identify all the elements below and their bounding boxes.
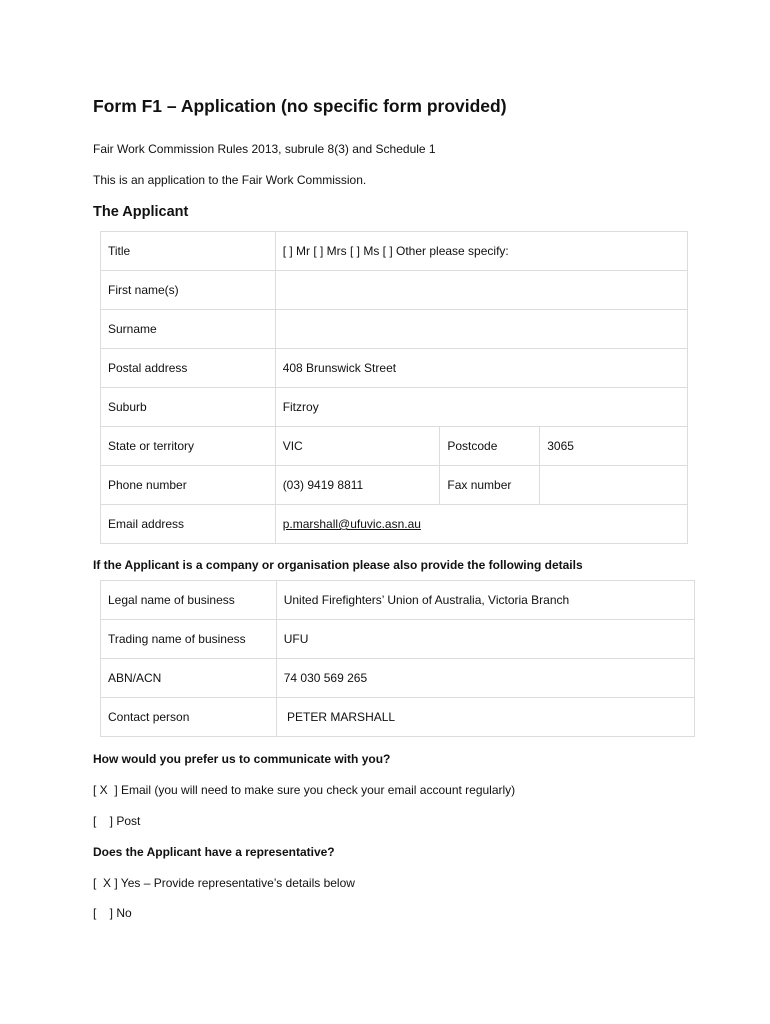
table-row — [101, 698, 695, 737]
table-row — [101, 505, 688, 544]
title-options[interactable]: [ ] Mr [ ] Mrs [ ] Ms [ ] Other please specify: — [275, 232, 687, 271]
state-label: State or territory — [101, 427, 276, 466]
surname-field[interactable] — [275, 310, 687, 349]
table-row — [101, 232, 688, 271]
trading-name-label: Trading name of business — [101, 620, 277, 659]
applicant-details-table — [100, 231, 688, 544]
intro-text: This is an application to the Fair Work Commission. — [93, 173, 367, 187]
representative-question: Does the Applicant have a representative? — [93, 845, 335, 859]
table-row — [101, 310, 688, 349]
surname-label: Surname — [101, 310, 276, 349]
title-label: Title — [101, 232, 276, 271]
legal-name-label: Legal name of business — [101, 581, 277, 620]
table-row — [101, 466, 688, 505]
table-row — [101, 620, 695, 659]
applicant-heading: The Applicant — [93, 204, 189, 220]
trading-name-field[interactable]: UFU — [276, 620, 694, 659]
postcode-label: Postcode — [440, 427, 540, 466]
contact-person-field[interactable]: PETER MARSHALL — [276, 698, 694, 737]
abn-label: ABN/ACN — [101, 659, 277, 698]
fax-label: Fax number — [440, 466, 540, 505]
contact-person-label: Contact person — [101, 698, 277, 737]
representative-no-option[interactable]: [ ] No — [93, 906, 132, 920]
post-option[interactable]: [ ] Post — [93, 814, 141, 828]
legal-name-field[interactable]: United Firefighters’ Union of Australia, Victoria Branch — [276, 581, 694, 620]
phone-label: Phone number — [101, 466, 276, 505]
table-row — [101, 427, 688, 466]
first-name-field[interactable] — [275, 271, 687, 310]
suburb-field[interactable]: Fitzroy — [275, 388, 687, 427]
organisation-heading: If the Applicant is a company or organisation please also provide the following details — [93, 558, 583, 572]
table-row — [101, 581, 695, 620]
postal-address-label: Postal address — [101, 349, 276, 388]
phone-field[interactable]: (03) 9419 8811 — [275, 466, 440, 505]
organisation-details-table — [100, 580, 695, 737]
first-name-label: First name(s) — [101, 271, 276, 310]
email-option[interactable]: [ X ] Email (you will need to make sure you check your email account regularly) — [93, 783, 516, 797]
communication-question: How would you prefer us to communicate with you? — [93, 752, 391, 766]
fax-field[interactable] — [540, 466, 688, 505]
abn-field[interactable]: 74 030 569 265 — [276, 659, 694, 698]
table-row — [101, 271, 688, 310]
table-row — [101, 659, 695, 698]
rules-reference: Fair Work Commission Rules 2013, subrule 8(3) and Schedule 1 — [93, 142, 436, 156]
postal-address-field[interactable]: 408 Brunswick Street — [275, 349, 687, 388]
form-title: Form F1 – Application (no specific form provided) — [93, 96, 507, 116]
email-field[interactable] — [275, 505, 687, 544]
email-label: Email address — [101, 505, 276, 544]
table-row — [101, 349, 688, 388]
postcode-field[interactable]: 3065 — [540, 427, 688, 466]
table-row — [101, 388, 688, 427]
email-link[interactable]: p.marshall@ufuvic.asn.au — [282, 517, 421, 531]
suburb-label: Suburb — [101, 388, 276, 427]
representative-yes-option[interactable]: [ X ] Yes – Provide representative’s details below — [93, 876, 355, 890]
state-field[interactable]: VIC — [275, 427, 440, 466]
